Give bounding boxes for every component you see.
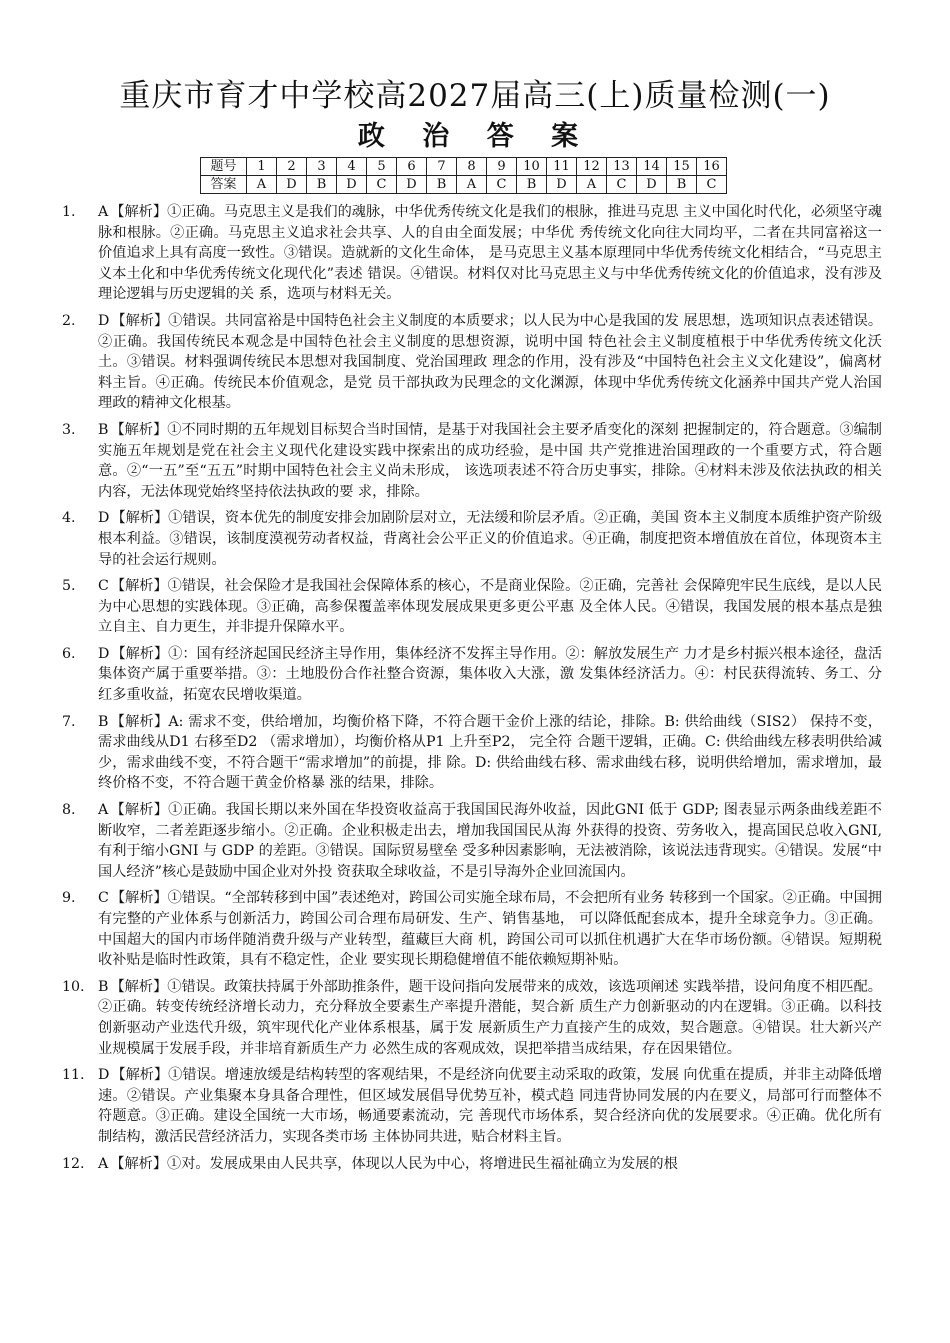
explanation-item	[62, 644, 882, 706]
item-answer: C	[98, 578, 109, 595]
item-answer: D	[98, 645, 110, 662]
question-number: 8	[457, 158, 487, 176]
question-number: 9	[487, 158, 517, 176]
item-explanation: 【解析】①错误。“全部转移到中国”表述绝对，跨国公司实施全球布局，不会把所有业务 转移到一个国家。②正确。中国拥有完整的产业体系与创新活力，跨国公司合理布局研发、生产、销售基地， 可以降低配套成本，提升全球竞争力。③正确。中国超大的国内市场伴随消费升级与产业转型，蕴藏巨大商 机，跨国公司可以抓住机遇扩大在华市场份额。④错误。短期税收补贴是临时性政策，具有不稳定性，企业 要实现长期稳健增值不能依赖短期补贴。	[98, 890, 882, 969]
answer-cell: D	[337, 176, 367, 194]
item-explanation: 【解析】①错误，社会保险才是我国社会保障体系的核心，不是商业保险。②正确，完善社 会保障兜牢民生底线，是以人民为中心思想的实践体现。③正确，高参保覆盖率体现发展成果更多更公平惠 及全体人民。④错误，我国发展的根本基点是独立自主、自力更生，并非提升保障水平。	[98, 578, 882, 636]
answer-cell: B	[667, 176, 697, 194]
item-explanation: 【解析】①正确。我国长期以来外国在华投资收益高于我国国民海外收益，因此GNI 低于 GDP; 图表显示两条曲线差距不断收窄，二者差距逐步缩小。②正确。企业积极走出去，增加我国国民从海 外获得的投资、劳务收入，提高国民总收入GNI, 有利于缩小GNI 与 GDP 的差距。③错误。国际贸易壁垒 受多种因素影响，无法被消除，该说法违背现实。④错误。发展“中国人经济”核心是鼓励中国企业对外投 资获取全球收益，不是引导海外企业回流国内。	[98, 802, 882, 880]
item-number: 2.	[62, 312, 76, 329]
item-number: 12.	[62, 1155, 85, 1172]
answer-cell: D	[277, 176, 307, 194]
explanation-item	[62, 1065, 882, 1147]
answer-cell: A	[577, 176, 607, 194]
item-answer: B	[98, 978, 109, 995]
row-label-number: 题号	[201, 158, 247, 176]
item-explanation: 【解析】A: 需求不变，供给增加，均衡价格下降，不符合题干金价上涨的结论，排除。B: 供给曲线（SIS2） 保持不变，需求曲线从D1 右移至D2 （需求增加），均衡价格从P1 上升至P2， 完全符 合题干逻辑，正确。C: 供给曲线左移表明供给减少，需求曲线不变，不符合题干“需求增加”的前提，排 除。D: 供给曲线右移、需求曲线右移，说明供给增加，需求增加，最终价格不变，不符合题干黄金价格暴 涨的结果，排除。	[98, 713, 882, 792]
answer-cell: D	[637, 176, 667, 194]
question-number: 1	[247, 158, 277, 176]
answer-table	[200, 157, 727, 194]
item-explanation: 【解析】①错误。政策扶持属于外部助推条件，题干设问指向发展带来的成效，该选项阐述 实践举措，设问角度不相匹配。②正确。转变传统经济增长动力，充分释放全要素生产率提升潜能，契合新 质生产力创新驱动的内在逻辑。③正确。以科技创新驱动产业迭代升级，筑牢现代化产业体系根基，属于发 展新质生产力直接产生的成效，契合题意。④错误。壮大新兴产业规模属于发展手段，并非培育新质生产力 必然生成的客观成效，误把举措当成结果，存在因果错位。	[98, 978, 882, 1057]
explanation-list	[62, 202, 882, 1180]
question-number: 14	[637, 158, 667, 176]
item-number: 1.	[62, 204, 76, 220]
answer-cell: C	[607, 176, 637, 194]
question-number: 13	[607, 158, 637, 176]
explanation-item	[62, 1154, 882, 1175]
item-number: 4.	[62, 510, 76, 527]
answer-cell: B	[517, 176, 547, 194]
answer-cell: C	[697, 176, 727, 194]
item-answer: B	[98, 421, 109, 438]
item-explanation: 【解析】①：国有经济起国民经济主导作用，集体经济不发挥主导作用。②：解放发展生产 力才是乡村振兴根本途径，盘活集体资产属于重要举措。③：土地股份合作社整合资源，集体收入大涨，激 发集体经济活力。④：村民获得流转、务工、分红多重收益，拓宽农民增收渠道。	[98, 645, 883, 704]
question-number: 6	[397, 158, 427, 176]
item-explanation: 【解析】①错误。增速放缓是结构转型的客观结果，不是经济向优要主动采取的政策，发展 向优重在提质，并非主动降低增速。②错误。产业集聚本身具备合理性，但区域发展倡导优势互补，模式趋 同违背协同发展的内在要义，局部可行而整体不符题意。③正确。建设全国统一大市场，畅通要素流动，完 善现代市场体系，契合经济向优的发展要求。④正确。优化所有制结构，激活民营经济活力，实现各类市场 主体协同共进，贴合材料主旨。	[98, 1067, 883, 1145]
explanation-item	[62, 712, 882, 794]
question-number: 4	[337, 158, 367, 176]
item-number: 3.	[62, 421, 76, 438]
document-subtitle: 政 治 答 案	[357, 121, 593, 152]
question-number: 5	[367, 158, 397, 176]
answer-cell: A	[247, 176, 277, 194]
question-number: 2	[277, 158, 307, 176]
item-answer: A	[98, 1155, 109, 1172]
explanation-item	[62, 977, 882, 1059]
explanation-item	[62, 888, 882, 970]
answer-cell: B	[427, 176, 457, 194]
item-explanation: 【解析】①不同时期的五年规划目标契合当时国情，是基于对我国社会主要矛盾变化的深刻 把握制定的，符合题意。③编制实施五年规划是党在社会主义现代化建设实践中探索出的成功经验，是中国 共产党推进治国理政的一个重要方式，符合题意。②“一五”至“五五”时期中国特色社会主义尚未形成， 该选项表述不符合历史事实，排除。④材料未涉及依法执政的相关内容，无法体现党始终坚持依法执政的要 求，排除。	[98, 421, 882, 500]
answer-cell: C	[367, 176, 397, 194]
answer-cell: A	[457, 176, 487, 194]
item-answer: B	[98, 713, 109, 730]
answer-cell: C	[487, 176, 517, 194]
item-answer: C	[98, 890, 109, 907]
answer-cell: D	[397, 176, 427, 194]
answer-cell: D	[547, 176, 577, 194]
question-number: 10	[517, 158, 547, 176]
explanation-item	[62, 508, 882, 570]
document-title: 重庆市育才中学校高2027届高三(上)质量检测(一)	[119, 78, 831, 114]
answer-cell: B	[307, 176, 337, 194]
item-number: 5.	[62, 578, 76, 595]
explanation-item	[62, 202, 882, 305]
item-explanation: 【解析】①正确。马克思主义是我们的魂脉，中华优秀传统文化是我们的根脉，推进马克思 主义中国化时代化，必须坚守魂脉和根脉。②正确。马克思主义追求社会共享、人的自由全面发展；中华优 秀传统文化向往大同均平，二者在共同富裕这一价值追求上具有高度一致性。③错误。造就新的文化生命体， 是马克思主义基本原理同中华优秀传统文化相结合，“马克思主义本土化和中华优秀传统文化现代化”表述 错误。④错误。材料仅对比马克思主义与中华优秀传统文化的价值追求，没有涉及理论逻辑与历史逻辑的关 系，选项与材料无关。	[98, 204, 882, 303]
item-number: 6.	[62, 645, 76, 662]
item-number: 10.	[62, 978, 85, 995]
question-number: 15	[667, 158, 697, 176]
question-number: 3	[307, 158, 337, 176]
question-number: 16	[697, 158, 727, 176]
item-answer: A	[98, 204, 109, 220]
item-number: 8.	[62, 802, 76, 819]
explanation-item	[62, 576, 882, 638]
item-explanation: 【解析】①对。发展成果由人民共享，体现以人民为中心，将增进民生福祉确立为发展的根	[110, 1155, 678, 1172]
answer-table-answer-row	[201, 176, 727, 194]
item-answer: D	[98, 510, 110, 527]
item-number: 9.	[62, 890, 76, 907]
item-answer: D	[98, 312, 110, 329]
explanation-item	[62, 800, 882, 882]
question-number: 11	[547, 158, 577, 176]
item-answer: A	[98, 802, 109, 819]
item-explanation: 【解析】①错误，资本优先的制度安排会加剧阶层对立，无法缓和阶层矛盾。②正确，美国 资本主义制度本质维护资产阶级根本利益。③错误，该制度漠视劳动者权益，背离社会公平正义的价值追求。④正确，制度把资本增值放在首位，体现资本主导的社会运行规则。	[98, 510, 883, 568]
question-number: 12	[577, 158, 607, 176]
item-number: 11.	[62, 1067, 85, 1084]
question-number: 7	[427, 158, 457, 176]
row-label-answer: 答案	[201, 176, 247, 194]
item-number: 7.	[62, 713, 76, 730]
answer-table-number-row	[201, 158, 727, 176]
explanation-item	[62, 311, 882, 414]
item-answer: D	[98, 1067, 110, 1084]
explanation-item	[62, 420, 882, 502]
item-explanation: 【解析】①错误。共同富裕是中国特色社会主义制度的本质要求；以人民为中心是我国的发 展思想，选项知识点表述错误。②正确。我国传统民本观念是中国特色社会主义制度的思想资源，说明中国 特色社会主义制度植根于中华优秀传统文化沃土。③错误。材料强调传统民本思想对我国制度、党治国理政 理念的作用，没有涉及“中国特色社会主义文化建设”，偏离材料主旨。④正确。传统民本价值观念，是党 员干部执政为民理念的文化渊源，体现中华优秀传统文化涵养中国共产党人治国理政的精神文化根基。	[98, 312, 883, 412]
